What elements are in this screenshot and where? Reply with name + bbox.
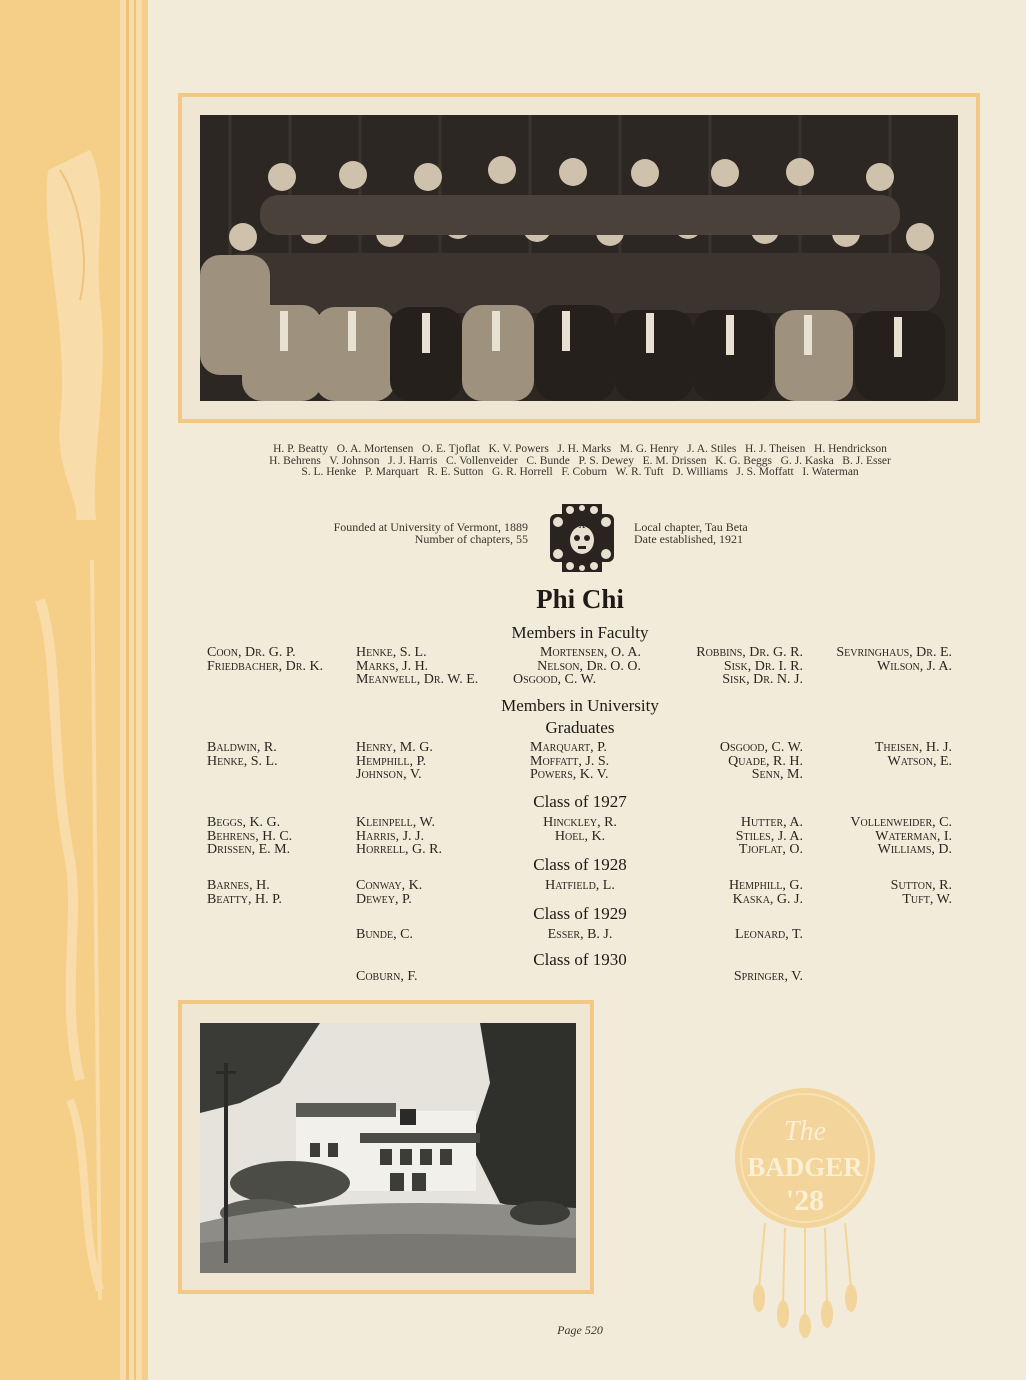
caption-row: H. P. Beatty O. A. Mortensen O. E. Tjoflat K. V. Powers J. H. Marks M. G. Henry J. A. Stiles H. J. Theisen H. Hendrickson <box>273 443 887 455</box>
class-1927-col-1 <box>207 816 292 857</box>
member-name: Osgood, C. W. <box>719 740 803 755</box>
house-photo <box>200 1023 576 1273</box>
date-established: Date established, 1921 <box>634 532 743 546</box>
member-name: Sisk, Dr. N. J. <box>722 672 803 687</box>
member-name: Sevringhaus, Dr. E. <box>836 645 952 660</box>
member-name: Tjoflat, O. <box>738 842 803 857</box>
member-name: Tuft, W. <box>902 891 952 907</box>
group-photo <box>200 115 958 401</box>
class-1930-col-2 <box>356 970 418 984</box>
member-name: Watson, E. <box>887 753 952 769</box>
member-name: Quade, R. H. <box>728 753 803 769</box>
member-name: Mortensen, O. A. <box>539 645 641 660</box>
member-name: Henke, S. L. <box>356 645 427 660</box>
logo-year: '28 <box>785 1184 825 1217</box>
member-name: Leonard, T. <box>735 927 803 942</box>
graduates-col-1 <box>207 741 278 768</box>
member-name: Hatfield, L. <box>545 878 615 893</box>
class-1930-heading: Class of 1930 <box>533 950 627 969</box>
class-1929-col-4 <box>650 928 803 942</box>
class-1927-col-2 <box>356 816 442 857</box>
faculty-heading: Members in Faculty <box>511 623 649 642</box>
feather-ornament-icon <box>0 0 148 1380</box>
faculty-col-1 <box>207 646 323 673</box>
member-name: Bunde, C. <box>356 927 413 942</box>
caption-row: H. Behrens V. Johnson J. J. Harris C. Vollenveider C. Bunde P. S. Dewey E. M. Drissen K. G. Beggs G. J. Kaska B. J. Esser <box>269 454 891 467</box>
class-1928-heading: Class of 1928 <box>533 855 627 874</box>
member-name: Friedbacher, Dr. K. <box>207 658 324 674</box>
member-name: Marks, J. H. <box>356 658 429 674</box>
number-of-chapters: Number of chapters, 55 <box>414 532 528 546</box>
class-1929-col-2 <box>356 928 413 942</box>
badger-yearbook-logo <box>725 1088 885 1338</box>
member-name: Nelson, Dr. O. O. <box>537 658 641 674</box>
member-name: Sisk, Dr. I. R. <box>723 658 803 674</box>
member-name: Coon, Dr. G. P. <box>207 645 296 660</box>
member-name: Kaska, G. J. <box>732 891 803 907</box>
member-name: Drissen, E. M. <box>207 842 291 857</box>
member-name: Hinckley, R. <box>543 815 617 830</box>
member-name: Henry, M. G. <box>356 740 433 755</box>
member-name: Theisen, H. J. <box>874 740 952 755</box>
page-number: Page 520 <box>557 1323 603 1337</box>
logo-the: The <box>784 1116 826 1147</box>
member-name: Waterman, I. <box>875 828 952 844</box>
member-name: Meanwell, Dr. W. E. <box>356 672 479 687</box>
member-name: Senn, M. <box>751 767 803 782</box>
member-name: Stiles, J. A. <box>735 828 803 844</box>
university-heading: Members in University <box>501 696 659 715</box>
faculty-col-4 <box>650 646 803 687</box>
member-name: Moffatt, J. S. <box>530 753 610 769</box>
member-name: Hutter, A. <box>740 815 803 830</box>
member-name: Hemphill, G. <box>728 878 803 893</box>
member-name: Robbins, Dr. G. R. <box>696 645 803 660</box>
faculty-col-2 <box>356 646 478 687</box>
logo-badger: BADGER <box>747 1152 863 1182</box>
founding-info-left <box>270 521 528 545</box>
class-1928-col-4 <box>650 879 803 906</box>
member-name: Marquart, P. <box>530 740 607 755</box>
member-name: Baldwin, R. <box>207 740 277 755</box>
member-name: Beggs, K. G. <box>207 815 281 830</box>
member-name: Horrell, G. R. <box>356 842 442 857</box>
faculty-col-3 <box>513 646 641 687</box>
member-name: Dewey, P. <box>356 891 412 907</box>
graduates-col-5 <box>800 741 952 768</box>
founded-at: Founded at University of Vermont, 1889 <box>333 520 528 534</box>
member-name: Henke, S. L. <box>207 753 278 769</box>
member-name: Behrens, H. C. <box>207 828 293 844</box>
member-name: Kleinpell, W. <box>356 815 435 830</box>
member-name: Osgood, C. W. <box>513 672 597 687</box>
member-name: Harris, J. J. <box>356 828 424 844</box>
member-name: Barnes, H. <box>207 878 270 893</box>
member-name: Hoel, K. <box>554 828 606 844</box>
class-1929-heading: Class of 1929 <box>533 904 627 923</box>
member-name: Sutton, R. <box>890 878 952 893</box>
class-1928-col-2 <box>356 879 422 906</box>
graduates-col-3 <box>530 741 609 782</box>
member-name: Springer, V. <box>733 969 803 984</box>
graduates-col-2 <box>356 741 433 782</box>
graduates-heading: Graduates <box>545 718 615 737</box>
graduates-col-4 <box>650 741 803 782</box>
member-name: Beatty, H. P. <box>207 891 282 907</box>
local-chapter: Local chapter, Tau Beta <box>634 520 748 534</box>
member-name: Johnson, V. <box>356 767 422 782</box>
faculty-col-5 <box>800 646 952 673</box>
class-1927-heading: Class of 1927 <box>533 792 627 811</box>
member-name: Powers, K. V. <box>530 767 609 782</box>
crest-letters: ΦΧΘ <box>571 521 593 531</box>
founding-info-right <box>634 521 894 545</box>
member-name: Conway, K. <box>356 878 423 893</box>
class-1930-col-4 <box>650 970 803 984</box>
member-name: Coburn, F. <box>356 969 418 984</box>
class-1927-col-4 <box>650 816 803 857</box>
class-1928-col-1 <box>207 879 282 906</box>
member-name: Williams, D. <box>877 842 952 857</box>
page-title: Phi Chi <box>536 584 624 614</box>
class-1928-col-5 <box>800 879 952 906</box>
caption-row: S. L. Henke P. Marquart R. E. Sutton G. R. Horrell F. Coburn W. R. Tuft D. Williams J. S. Moffatt I. Waterman <box>301 466 859 478</box>
member-name: Wilson, J. A. <box>877 658 952 674</box>
fraternity-crest-icon <box>548 504 616 572</box>
class-1927-col-5 <box>800 816 952 857</box>
group-photo-caption <box>180 444 980 479</box>
member-name: Esser, B. J. <box>547 927 613 942</box>
member-name: Hemphill, P. <box>356 753 427 769</box>
member-name: Vollenweider, C. <box>850 815 952 830</box>
